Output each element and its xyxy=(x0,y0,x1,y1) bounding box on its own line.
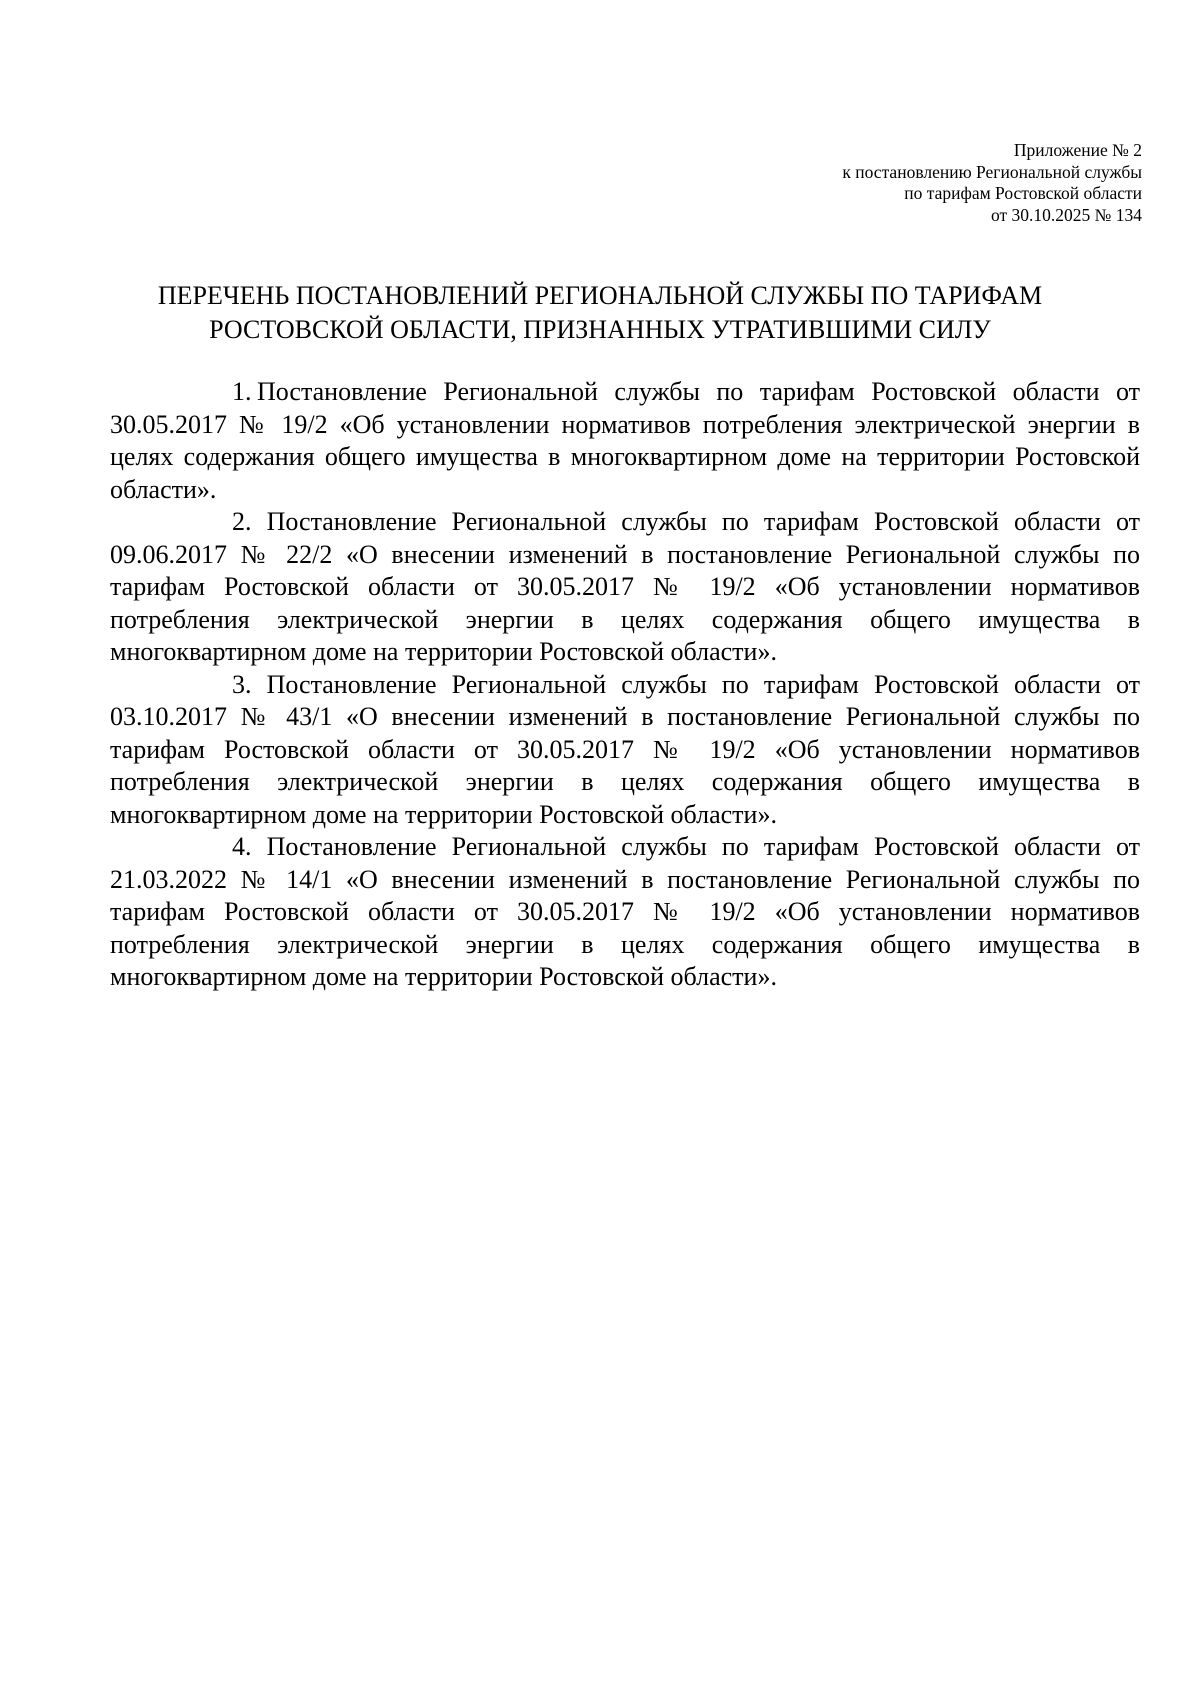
list-item-text: Постановление Региональной службы по тарифам Ростовской области от 30.05.2017 № 19/2 «Об установлении нормативов потребления электрической энергии в целях содержания общего имущества в многоквартирном доме на территории Ростовской области». xyxy=(110,377,1140,504)
document-title-line-1: ПЕРЕЧЕНЬ ПОСТАНОВЛЕНИЙ РЕГИОНАЛЬНОЙ СЛУЖБЫ ПО ТАРИФАМ xyxy=(157,281,1043,310)
list-item-text: Постановление Региональной службы по тарифам Ростовской области от 03.10.2017 № 43/1 «О внесении изменений в постановление Региональной службы по тарифам Ростовской области от 30.05.2017 № 19/2 «Об установлении нормативов потребления электрической энергии в целях содержания общего имущества в многоквартирном доме на территории Ростовской области». xyxy=(110,669,1141,829)
appendix-date: от 30.10.2025 № 134 xyxy=(991,204,1142,225)
appendix-authority: по тарифам Ростовской области xyxy=(904,183,1142,203)
document-title xyxy=(100,279,1100,347)
list-item xyxy=(110,506,1140,669)
list-item xyxy=(110,831,1140,994)
resolutions-list xyxy=(110,376,1140,994)
list-item xyxy=(110,376,1140,506)
list-item-number: 4. xyxy=(232,832,252,861)
appendix-number: Приложение № 2 xyxy=(1013,140,1142,160)
list-item-text: Постановление Региональной службы по тарифам Ростовской области от 09.06.2017 № 22/2 «О внесении изменений в постановление Региональной службы по тарифам Ростовской области от 30.05.2017 № 19/2 «Об установлении нормативов потребления электрической энергии в целях содержания общего имущества в многоквартирном доме на территории Ростовской области». xyxy=(110,507,1141,666)
list-item-number: 2. xyxy=(232,507,252,536)
appendix-header xyxy=(842,140,1142,226)
document-title-line-2: РОСТОВСКОЙ ОБЛАСТИ, ПРИЗНАННЫХ УТРАТИВШИМИ СИЛУ xyxy=(209,315,991,344)
list-item-number: 3. xyxy=(232,669,252,699)
appendix-reference: к постановлению Региональной службы xyxy=(842,161,1142,182)
list-item xyxy=(110,669,1140,832)
list-item-text: Постановление Региональной службы по тарифам Ростовской области от 21.03.2022 № 14/1 «О внесении изменений в постановление Региональной службы по тарифам Ростовской области от 30.05.2017 № 19/2 «Об установлении нормативов потребления электрической энергии в целях содержания общего имущества в многоквартирном доме на территории Ростовской области». xyxy=(110,832,1141,991)
list-item-number: 1. xyxy=(232,377,252,406)
